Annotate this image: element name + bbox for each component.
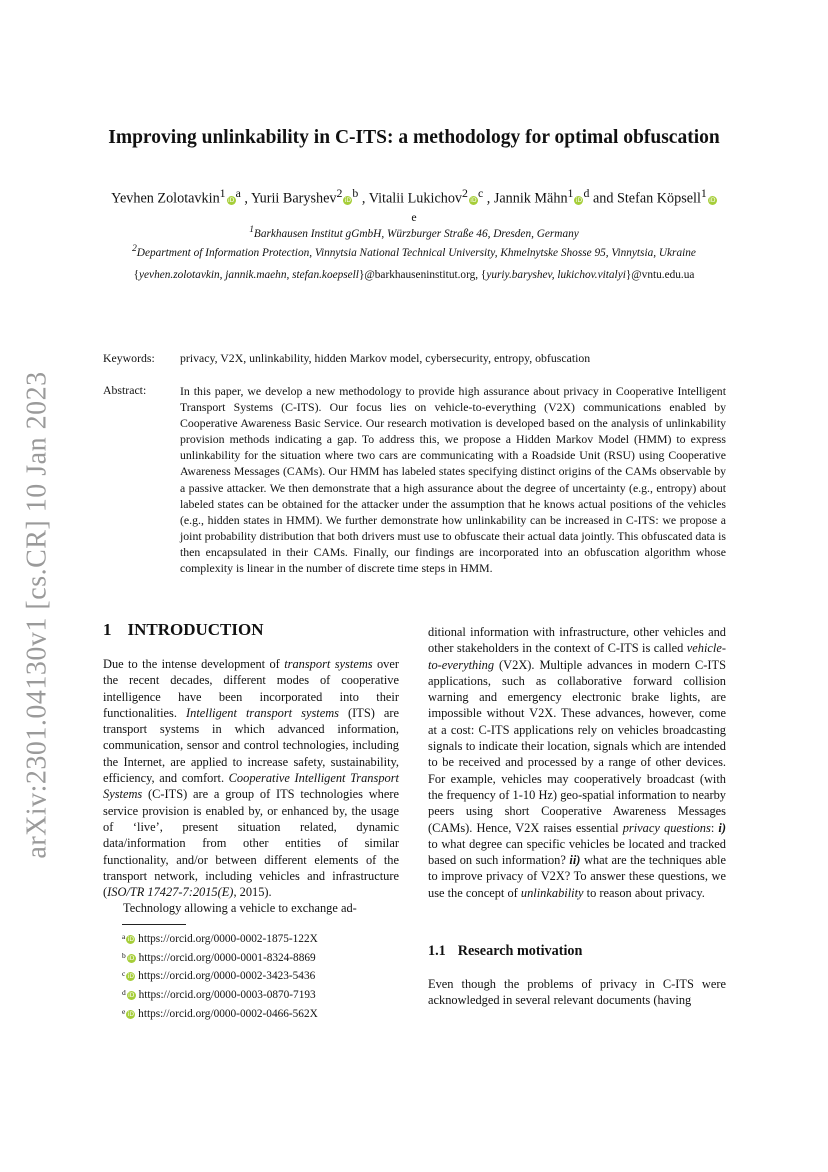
affiliation-mark: 1 (700, 186, 707, 200)
emphasis: unlinkability (520, 885, 584, 900)
subsection-title: Research motivation (457, 943, 583, 959)
author-name: and Stefan Köpsell (592, 190, 701, 207)
footnote: $^b$ iD https://orcid.org/0000-0001-8324-8869 (122, 950, 316, 964)
emphasis: Cooperative Intelligent Transport Systems (103, 771, 399, 802)
orcid-icon: iD (128, 954, 135, 962)
keywords-text: privacy, V2X, unlinkability, hidden Markov model, cybersecurity, entropy, obfuscation (180, 351, 591, 365)
subsection-heading (428, 943, 582, 960)
orcid-icon[interactable]: iD (470, 196, 477, 204)
footnotes (122, 929, 318, 1023)
keywords-label: Keywords: (103, 351, 155, 365)
affiliation-mark: 1 (249, 225, 254, 235)
arxiv-id-text: arXiv:2301.04130v1 [cs.CR] 10 Jan 2023 (22, 371, 53, 859)
orcid-mark: a (235, 186, 241, 200)
footnote-rule (122, 924, 186, 925)
footnote: $^c$ iD https://orcid.org/0000-0002-3423-5436 (122, 969, 316, 983)
question-marker: i) (718, 820, 726, 835)
affiliation-text: Department of Information Protection, Vinnytsia National Technical University, Khmelnytske Shosse 95, Vinnytsia, Ukraine (136, 246, 696, 259)
right-column-continued (428, 976, 726, 1009)
affiliation-mark: 2 (462, 186, 468, 200)
affiliation-2 (100, 243, 728, 260)
orcid-icon: iD (127, 1010, 134, 1018)
author-name: Yevhen Zolotavkin (111, 190, 220, 207)
orcid-icon: iD (128, 992, 135, 1000)
orcid-link[interactable]: https://orcid.org/0000-0002-3423-5436 (138, 970, 316, 983)
email-domain: }@barkhauseninstitut.org, { (358, 269, 487, 281)
author-name: , Jannik Mähn (486, 190, 568, 207)
right-column (428, 624, 726, 901)
author-name: , Yurii Baryshev (244, 190, 337, 207)
subsection-number: 1.1 (428, 943, 446, 959)
email-names: yuriy.baryshev, lukichov.vitalyi (486, 269, 626, 281)
arxiv-watermark (18, 345, 58, 885)
orcid-mark: c (477, 186, 484, 200)
orcid-icon[interactable]: iD (575, 196, 583, 204)
emphasis: privacy questions (622, 820, 711, 835)
footnote: $^d$ iD https://orcid.org/0000-0003-0870-7193 (122, 988, 316, 1002)
section-heading (103, 620, 264, 640)
orcid-icon[interactable]: iD (227, 196, 235, 204)
affiliation-1 (100, 224, 728, 241)
affiliation-mark: 2 (336, 186, 343, 200)
emphasis: vehicle-to-everything (428, 641, 726, 672)
section-title: INTRODUCTION (127, 620, 264, 639)
orcid-mark: e (411, 209, 417, 224)
orcid-icon[interactable]: iD (344, 196, 352, 204)
orcid-link[interactable]: https://orcid.org/0000-0003-0870-7193 (138, 989, 316, 1002)
emphasis: Intelligent transport systems (186, 705, 339, 720)
orcid-icon: iD (127, 973, 134, 981)
footnote: $^a$ iD https://orcid.org/0000-0002-1875-122X (122, 932, 318, 945)
paragraph: ditional information with infrastructure, other vehicles and other stakeholders in the context of C-ITS is called vehicle-to-everything (V2X). Multiple advances in modern C-ITS applications, such as collaborative forward collision warning and emergency electronic brake lights, are impossible without V2X. These advances, however, come at a cost: C-ITS applications rely on vehicles broadcasting signals to indicate their location, signals which are intended to be received and processed by a range of other devices. For example, vehicles may cooperatively broadcast (with the frequency of 1-10 Hz) geo-spatial information to nearby peers using short Cooperative Awareness Messages (CAMs). Hence, V2X raises essential privacy questions: i) to what degree can specific vehicles be located and tracked based on such information? ii) what are the techniques able to improve privacy of V2X? To answer these questions, we use the concept of unlinkability to reason about privacy. (428, 625, 726, 900)
left-column (103, 656, 399, 917)
orcid-icon[interactable]: iD (709, 196, 716, 204)
author-emails (90, 268, 738, 282)
email-domain: }@vntu.edu.ua (625, 269, 695, 281)
emphasis: transport systems (284, 657, 373, 671)
affiliation-mark: 1 (219, 186, 226, 200)
section-number: 1 (103, 620, 112, 639)
footnote: $^e$ iD https://orcid.org/0000-0002-0466-562X (122, 1006, 318, 1020)
affiliation-text: Barkhausen Institut gGmbH, Würzburger Straße 46, Dresden, Germany (253, 227, 579, 240)
orcid-link[interactable]: https://orcid.org/0000-0002-0466-562X (138, 1007, 318, 1020)
abstract-label: Abstract: (103, 383, 147, 397)
affiliation-mark: 2 (132, 244, 137, 254)
email-brace: { (133, 269, 140, 281)
paper-title: Improving unlinkability in C-ITS: a methodology for optimal obfuscation (108, 127, 720, 148)
author-name: , Vitalii Lukichov (361, 190, 463, 207)
abstract-text: In this paper, we develop a new methodology to provide high assurance about privacy in Cooperative Intelligent Transport Systems (C-ITS). Our focus lies on vehicle-to-everything (V2X) communications enabled by Cooperative Awareness Basic Service. Our research motivation is developed based on the analysis of unlinkability provision methods indicating a gap. To address this, we propose a Hidden Markov Model (HMM) to express unlinkability for the situation where two cars are communicating with a Roadside Unit (RSU) using Cooperative Awareness Messages (CAMs). Our HMM has labeled states specifying distinct origins of the CAMs observable by a passive attacker. We then demonstrate that a high assurance about the degree of uncertainty (e.g., entropy) about labeled states can be obtained for the attacker under the assumption that he knows actual positions of the vehicles (e.g., hidden states in HMM). We further demonstrate how unlinkability can be increased in C-ITS: we propose a joint probability distribution that both drivers must use to obfuscate their actual data jointly. This obfuscated data is then encapsulated in their CAMs. Finally, our findings are incorporated into an obfuscation algorithm whose complexity is linear in the number of discrete time steps in HMM. (180, 384, 726, 576)
paragraph: Technology allowing a vehicle to exchange ad- (123, 901, 357, 916)
citation[interactable]: ISO/TR 17427-7:2015(E) (107, 885, 234, 900)
orcid-icon: iD (127, 936, 134, 943)
orcid-mark: b (352, 186, 359, 200)
email-names: yevhen.zolotavkin, jannik.maehn, stefan.koepsell (139, 269, 359, 281)
paragraph: Even though the problems of privacy in C-ITS were acknowledged in several relevant documents (having (428, 977, 726, 1008)
orcid-mark: d (583, 186, 590, 200)
question-marker: ii) (569, 853, 581, 868)
orcid-link[interactable]: https://orcid.org/0000-0002-1875-122X (138, 933, 318, 945)
orcid-link[interactable]: https://orcid.org/0000-0001-8324-8869 (138, 951, 316, 964)
paragraph: Due to the intense development of transport systems over the recent decades, different modes of cooperative intelligence have been incorporated into their functionalities. Intelligent transport systems (ITS) are transport systems in which advanced information, communication, sensor and control technologies, including the Internet, are applied to increase safety, sustainability, efficiency, and comfort. Cooperative Intelligent Transport Systems (C-ITS) are a group of ITS technologies where service provision is enabled by, or enhanced by, the usage of ‘live’, present situation related, dynamic data/information from other entities of similar functionality, and/or between different elements of the transport network, including vehicles and infrastructure (ISO/TR 17427-7:2015(E), 2015). (103, 657, 400, 900)
affiliation-mark: 1 (567, 186, 574, 200)
